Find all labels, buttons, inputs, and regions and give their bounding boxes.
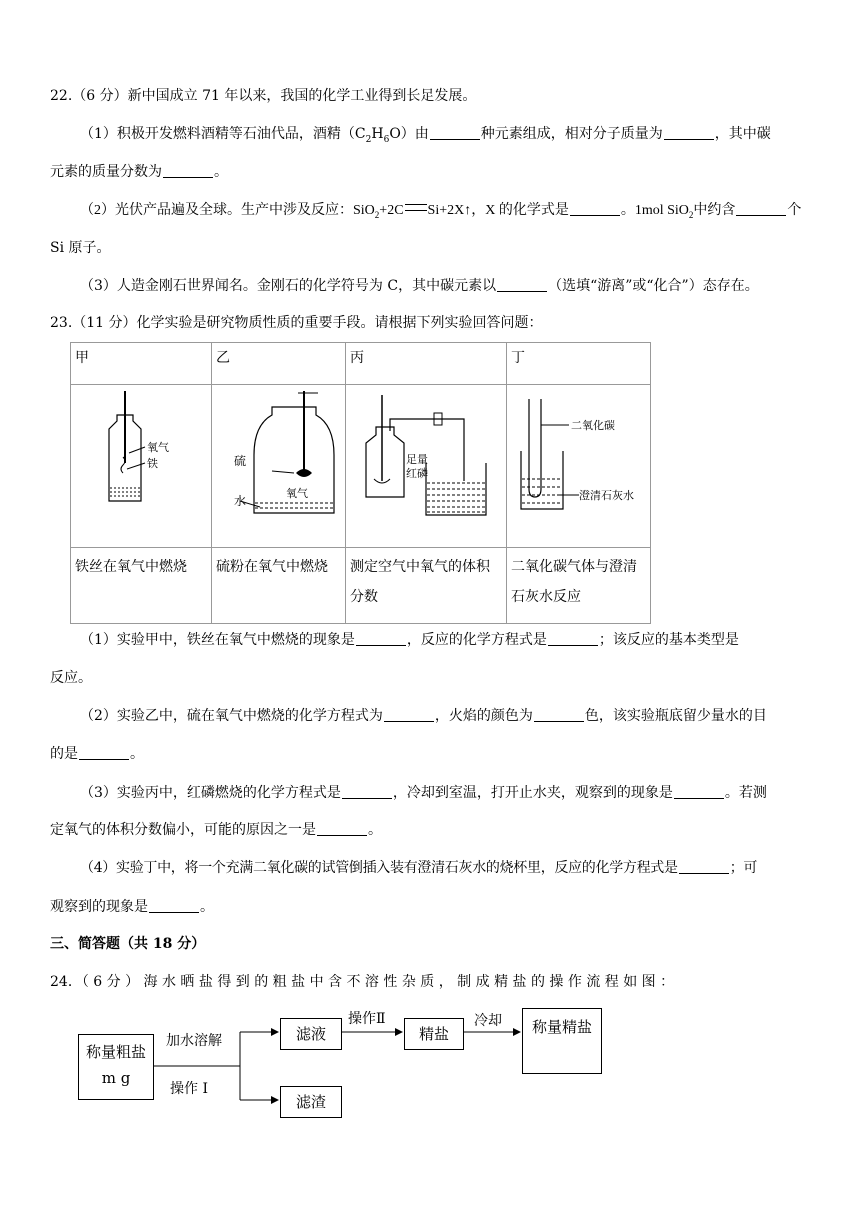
label-operation-1: 操作 Ⅰ bbox=[170, 1081, 208, 1097]
label-co2: 二氧化碳 bbox=[571, 419, 615, 432]
label-iron: 铁 bbox=[147, 457, 158, 470]
q22-part2-line2: Si 原子。 bbox=[50, 240, 111, 256]
iron-combustion-apparatus bbox=[71, 385, 211, 543]
q23-part4-line1: （4）实验丁中，将一个充满二氧化碳的试管倒插入装有澄清石灰水的烧杯里，反应的化学方程式是 ；可 bbox=[80, 860, 758, 876]
q23-part2-line1: （2）实验乙中，硫在氧气中燃烧的化学方程式为 ，火焰的颜色为 色，该实验瓶底留少量水的目 bbox=[80, 708, 767, 724]
answer-blank bbox=[342, 784, 392, 799]
answer-blank bbox=[548, 631, 598, 646]
label-limewater: 澄清石灰水 bbox=[579, 489, 634, 502]
box-residue: 滤渣 bbox=[280, 1086, 342, 1118]
q22-part2-line1: （2）光伏产品遍及全球。生产中涉及反应：SiO$_2$+2C Si+2X↑，X 的化学式是 。1mol SiO$_2$中约含 个 bbox=[80, 203, 802, 220]
sulfur-combustion-apparatus bbox=[212, 385, 345, 543]
table-header-bing: 丙 bbox=[346, 343, 507, 385]
q23-part3-line1: （3）实验丙中，红磷燃烧的化学方程式是 ，冷却到室温，打开止水夹，观察到的现象是 。若测 bbox=[80, 785, 767, 801]
box-filtrate: 滤液 bbox=[280, 1018, 342, 1050]
q23-part2-line2: 的是 。 bbox=[50, 746, 144, 762]
answer-blank bbox=[356, 631, 406, 646]
q23-part1-line1: （1）实验甲中，铁丝在氧气中燃烧的现象是 ，反应的化学方程式是 ；该反应的基本类型是 bbox=[80, 632, 739, 648]
label-dissolve: 加水溶解 bbox=[166, 1033, 222, 1049]
salt-flowchart bbox=[70, 1008, 630, 1123]
figure-jia bbox=[71, 385, 212, 548]
figure-yi bbox=[212, 385, 346, 548]
q23-part3-line2: 定氧气的体积分数偏小，可能的原因之一是 。 bbox=[50, 822, 382, 838]
q22-heading: 22.（6 分）新中国成立 71 年以来，我国的化学工业得到长足发展。 bbox=[50, 88, 477, 104]
q22-part3: （3）人造金刚石世界闻名。金刚石的化学符号为 C，其中碳元素以 （选填“游离”或“化合”）态存在。 bbox=[80, 278, 759, 294]
box-refined-salt: 精盐 bbox=[404, 1018, 464, 1050]
q23-part4-line2: 观察到的现象是 。 bbox=[50, 899, 214, 915]
co2-limewater-apparatus bbox=[507, 385, 650, 543]
caption-bing: 测定空气中氧气的体积分数 bbox=[346, 548, 507, 624]
label-water: 水 bbox=[234, 494, 247, 508]
label-sulfur: 硫 bbox=[234, 454, 247, 468]
experiment-table bbox=[70, 342, 651, 624]
figure-bing bbox=[346, 385, 507, 548]
section-heading: 三、简答题（共 18 分） bbox=[50, 936, 206, 952]
answer-blank bbox=[674, 784, 724, 799]
box-weigh-crude-salt: 称量粗盐 m g bbox=[78, 1034, 154, 1100]
label-red-phosphorus: 红磷 bbox=[406, 467, 428, 480]
table-header-jia: 甲 bbox=[71, 343, 212, 385]
oxygen-volume-apparatus bbox=[346, 385, 506, 543]
answer-blank bbox=[497, 277, 547, 292]
answer-blank bbox=[79, 745, 129, 760]
answer-blank bbox=[570, 201, 620, 216]
answer-blank bbox=[149, 898, 199, 913]
q22-part1-line2: 元素的质量分数为 。 bbox=[50, 164, 228, 180]
answer-blank bbox=[534, 707, 584, 722]
figure-ding bbox=[507, 385, 651, 548]
box-weigh-refined-salt: 称量精盐 bbox=[522, 1008, 602, 1074]
q24-heading: 24．（ 6 分 ） 海 水 晒 盐 得 到 的 粗 盐 中 含 不 溶 性 杂 质 ， 制 成 精 盐 的 操 作 流 程 如 图 ： bbox=[50, 974, 675, 990]
answer-blank bbox=[430, 125, 480, 140]
label-operation-2: 操作Ⅱ bbox=[348, 1011, 386, 1027]
caption-ding: 二氧化碳气体与澄清石灰水反应 bbox=[507, 548, 651, 624]
answer-blank bbox=[384, 707, 434, 722]
q23-part1-line2: 反应。 bbox=[50, 670, 92, 686]
caption-jia: 铁丝在氧气中燃烧 bbox=[71, 548, 212, 624]
q22-part1-line1: （1）积极开发燃料酒精等石油代品，酒精$(C_2H_6O)$由 种元素组成，相对分子质量为 ，其中碳 bbox=[80, 126, 771, 145]
answer-blank bbox=[736, 201, 786, 216]
table-header-yi: 乙 bbox=[212, 343, 346, 385]
label-sufficient: 足量 bbox=[406, 453, 428, 466]
label-oxygen: 氧气 bbox=[147, 441, 169, 454]
caption-yi: 硫粉在氧气中燃烧 bbox=[212, 548, 346, 624]
q23-heading: 23.（11 分）化学实验是研究物质性质的重要手段。请根据下列实验回答问题： bbox=[50, 315, 543, 331]
answer-blank bbox=[163, 163, 213, 178]
label-cool: 冷却 bbox=[474, 1013, 502, 1029]
label-oxygen: 氧气 bbox=[286, 487, 308, 500]
answer-blank bbox=[664, 125, 714, 140]
answer-blank bbox=[679, 859, 729, 874]
answer-blank bbox=[317, 821, 367, 836]
table-header-ding: 丁 bbox=[507, 343, 651, 385]
equals-double-bar bbox=[405, 204, 427, 211]
